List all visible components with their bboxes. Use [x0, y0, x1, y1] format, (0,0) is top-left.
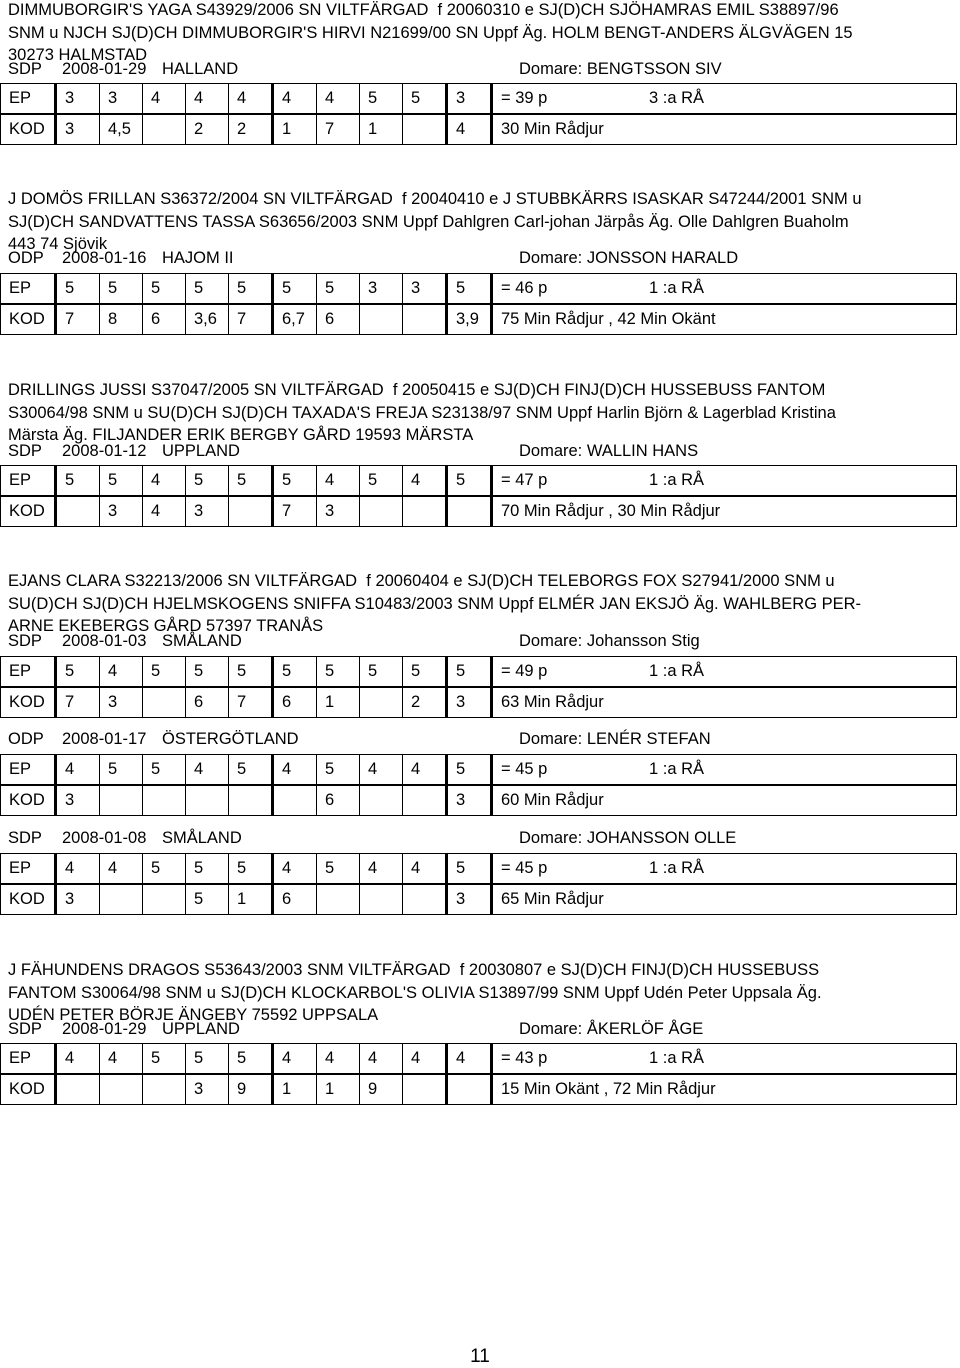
trial-header [8, 57, 958, 81]
trial-judge: Domare: BENGTSSON SIV [519, 60, 722, 78]
score-cell: 4 [273, 84, 317, 114]
ep-row-wrapper [8, 273, 957, 304]
kod-row-wrapper [8, 785, 957, 816]
score-cell: 4 [56, 755, 100, 785]
score-cell: 4 [360, 854, 403, 884]
score-cell: 5 [229, 854, 273, 884]
trial-location: SMÅLAND [162, 829, 242, 847]
score-cell: 1 [273, 115, 317, 145]
kod-row-row [1, 786, 957, 816]
score-cell: 3 [186, 1075, 229, 1105]
row-label: KOD [1, 786, 56, 816]
kod-row-wrapper [8, 1074, 957, 1105]
score-cell: 5 [403, 84, 447, 114]
ep-row-row [1, 466, 957, 496]
score-cell: 6 [317, 305, 360, 335]
ep-row [0, 853, 957, 884]
score-cell: 3 [56, 84, 100, 114]
description-line: 30273 HALMSTAD [8, 46, 148, 64]
trial-class: SDP [8, 1020, 42, 1038]
score-cell: 5 [143, 755, 186, 785]
score-cell: 4 [403, 854, 447, 884]
kod-row-wrapper [8, 884, 957, 915]
trial-header [8, 826, 958, 850]
kod-row [0, 304, 957, 335]
score-cell [143, 688, 186, 718]
points-total: = 47 p [492, 466, 642, 496]
ep-row-row [1, 1044, 957, 1074]
score-cell: 5 [56, 466, 100, 496]
score-cell: 4 [56, 854, 100, 884]
prize-rank: 1 :a RÅ [641, 274, 957, 304]
score-cell: 5 [143, 854, 186, 884]
score-cell: 3 [447, 885, 492, 915]
row-label: KOD [1, 497, 56, 527]
description-line: EJANS CLARA S32213/2006 SN VILTFÄRGAD f 20060404 e SJ(D)CH TELEBORGS FOX S27941/2000 SNM u [8, 572, 835, 590]
score-cell: 4 [100, 657, 143, 687]
trial-judge: Domare: JONSSON HARALD [519, 249, 739, 267]
score-cell: 1 [360, 115, 403, 145]
trial-location: HAJOM II [162, 249, 234, 267]
description-line: ARNE EKEBERGS GÅRD 57397 TRANÅS [8, 617, 324, 635]
trial-header [8, 1017, 958, 1041]
prize-rank [641, 786, 957, 816]
search-times: 75 Min Rådjur , 42 Min Okänt [492, 305, 642, 335]
search-times: 60 Min Rådjur [492, 786, 642, 816]
score-cell [100, 786, 143, 816]
trial-date: 2008-01-29 [62, 60, 147, 78]
score-cell: 4 [100, 854, 143, 884]
trial-location: SMÅLAND [162, 632, 242, 650]
row-label: EP [1, 854, 56, 884]
score-cell [360, 305, 403, 335]
score-cell: 5 [143, 657, 186, 687]
prize-rank: 3 :a RÅ [641, 84, 957, 114]
score-cell [360, 688, 403, 718]
score-cell: 1 [317, 1075, 360, 1105]
search-times: 70 Min Rådjur , 30 Min Rådjur [492, 497, 642, 527]
score-cell: 1 [317, 688, 360, 718]
score-cell [403, 1075, 447, 1105]
row-label: EP [1, 84, 56, 114]
score-cell: 3 [56, 885, 100, 915]
trial-location: ÖSTERGÖTLAND [162, 730, 299, 748]
score-cell [403, 305, 447, 335]
kod-row-wrapper [8, 114, 957, 145]
ep-row-wrapper [8, 83, 957, 114]
score-cell: 4,5 [100, 115, 143, 145]
ep-row-wrapper [8, 853, 957, 884]
row-label: EP [1, 274, 56, 304]
trial-class: SDP [8, 632, 42, 650]
description-line: DRILLINGS JUSSI S37047/2005 SN VILTFÄRGAD f 20050415 e SJ(D)CH FINJ(D)CH HUSSEBUSS FANTOM [8, 381, 826, 399]
ep-row-wrapper [8, 656, 957, 687]
score-cell: 5 [100, 274, 143, 304]
score-cell: 5 [360, 466, 403, 496]
score-cell: 7 [56, 305, 100, 335]
score-cell: 6 [143, 305, 186, 335]
prize-rank: 1 :a RÅ [641, 755, 957, 785]
dog-description [8, 570, 861, 638]
score-cell: 4 [447, 1044, 492, 1074]
ep-row [0, 754, 957, 785]
points-total: = 43 p [492, 1044, 642, 1074]
score-cell: 4 [447, 115, 492, 145]
description-line: UDÉN PETER BÖRJE ÄNGEBY 75592 UPPSALA [8, 1006, 379, 1024]
score-cell: 5 [317, 854, 360, 884]
score-cell [317, 885, 360, 915]
description-line: SU(D)CH SJ(D)CH HJELMSKOGENS SNIFFA S10483/2003 SNM Uppf ELMÉR JAN EKSJÖ Äg. WAHLBERG PER- [8, 594, 862, 613]
score-cell: 4 [273, 1044, 317, 1074]
trial-judge: Domare: Johansson Stig [519, 632, 700, 650]
prize-rank [641, 115, 957, 145]
score-cell: 3,9 [447, 305, 492, 335]
score-cell: 7 [229, 688, 273, 718]
score-cell: 5 [143, 1044, 186, 1074]
ep-row [0, 465, 957, 496]
kod-row-wrapper [8, 687, 957, 718]
kod-row [0, 1074, 957, 1105]
score-cell: 5 [186, 466, 229, 496]
score-cell: 5 [447, 854, 492, 884]
dog-entry [8, 0, 958, 1340]
ep-row-row [1, 854, 957, 884]
description-line: S30064/98 SNM u SU(D)CH SJ(D)CH TAXADA'S FREJA S23138/97 SNM Uppf Harlin Björn & Lagerblad Kristina [8, 403, 836, 422]
trial-judge: Domare: ÅKERLÖF ÅGE [519, 1020, 704, 1038]
score-cell [100, 1075, 143, 1105]
score-cell [143, 115, 186, 145]
score-cell: 4 [317, 466, 360, 496]
score-cell: 3 [317, 497, 360, 527]
dog-description [8, 959, 822, 1027]
score-cell: 5 [403, 657, 447, 687]
score-cell [360, 885, 403, 915]
score-cell: 2 [403, 688, 447, 718]
score-cell: 5 [186, 1044, 229, 1074]
score-cell: 3 [56, 115, 100, 145]
score-cell: 4 [273, 854, 317, 884]
score-cell: 5 [229, 274, 273, 304]
score-cell: 3 [100, 497, 143, 527]
kod-row-row [1, 885, 957, 915]
score-cell: 5 [447, 657, 492, 687]
score-cell [360, 497, 403, 527]
row-label: KOD [1, 885, 56, 915]
score-cell: 3 [447, 786, 492, 816]
score-cell: 4 [143, 84, 186, 114]
trial-class: ODP [8, 730, 44, 748]
dog-description [8, 188, 862, 256]
trial-date: 2008-01-16 [62, 249, 147, 267]
score-cell [403, 786, 447, 816]
kod-row-wrapper [8, 496, 957, 527]
score-cell: 5 [143, 274, 186, 304]
score-cell [403, 885, 447, 915]
score-cell: 5 [447, 274, 492, 304]
score-cell: 6 [273, 885, 317, 915]
ep-row [0, 83, 957, 114]
score-cell: 2 [186, 115, 229, 145]
search-times: 65 Min Rådjur [492, 885, 642, 915]
score-cell [447, 1075, 492, 1105]
kod-row-row [1, 115, 957, 145]
description-line: SNM u NJCH SJ(D)CH DIMMUBORGIR'S HIRVI N21699/00 SN Uppf Äg. HOLM BENGT-ANDERS ÄLGVÄGEN 15 [8, 23, 853, 42]
score-cell: 5 [56, 657, 100, 687]
prize-rank: 1 :a RÅ [641, 657, 957, 687]
trial-date: 2008-01-12 [62, 442, 147, 460]
score-cell [229, 786, 273, 816]
points-total: = 45 p [492, 755, 642, 785]
score-cell: 5 [273, 274, 317, 304]
score-cell: 7 [317, 115, 360, 145]
score-cell: 7 [56, 688, 100, 718]
trial-header [8, 439, 958, 463]
points-total: = 49 p [492, 657, 642, 687]
score-cell: 4 [317, 84, 360, 114]
prize-rank: 1 :a RÅ [641, 466, 957, 496]
score-cell: 3 [403, 274, 447, 304]
trial-judge: Domare: JOHANSSON OLLE [519, 829, 737, 847]
kod-row-row [1, 1075, 957, 1105]
score-cell: 3,6 [186, 305, 229, 335]
score-cell [273, 786, 317, 816]
kod-row-row [1, 688, 957, 718]
score-cell: 6,7 [273, 305, 317, 335]
score-cell: 4 [100, 1044, 143, 1074]
trial-header [8, 246, 958, 270]
score-cell: 3 [447, 688, 492, 718]
prize-rank [641, 305, 957, 335]
score-cell: 5 [100, 755, 143, 785]
score-cell: 4 [229, 84, 273, 114]
page-number: 11 [470, 1346, 490, 1367]
kod-row [0, 785, 957, 816]
score-cell [447, 497, 492, 527]
score-cell [360, 786, 403, 816]
score-cell [56, 1075, 100, 1105]
score-cell: 5 [317, 755, 360, 785]
row-label: KOD [1, 1075, 56, 1105]
score-cell: 4 [143, 466, 186, 496]
dog-description [8, 379, 836, 447]
score-cell: 5 [229, 1044, 273, 1074]
score-cell [56, 497, 100, 527]
search-times: 30 Min Rådjur [492, 115, 642, 145]
points-total: = 45 p [492, 854, 642, 884]
score-cell [403, 115, 447, 145]
score-cell: 4 [273, 755, 317, 785]
score-cell [186, 786, 229, 816]
trial-class: SDP [8, 442, 42, 460]
score-cell: 5 [317, 657, 360, 687]
dog-entry [8, 0, 958, 1340]
prize-rank [641, 497, 957, 527]
prize-rank [641, 1075, 957, 1105]
trial-header [8, 629, 958, 653]
score-cell: 9 [229, 1075, 273, 1105]
score-cell: 5 [360, 657, 403, 687]
score-cell: 5 [229, 755, 273, 785]
kod-row-row [1, 305, 957, 335]
search-times: 63 Min Rådjur [492, 688, 642, 718]
score-cell: 3 [100, 688, 143, 718]
description-line: FANTOM S30064/98 SNM u SJ(D)CH KLOCKARBOL'S OLIVIA S13897/99 SNM Uppf Udén Peter Uppsala Äg. [8, 983, 822, 1002]
score-cell: 3 [56, 786, 100, 816]
score-cell: 9 [360, 1075, 403, 1105]
prize-rank: 1 :a RÅ [641, 1044, 957, 1074]
score-cell: 5 [186, 885, 229, 915]
row-label: EP [1, 657, 56, 687]
dog-entry [8, 0, 958, 1340]
kod-row [0, 114, 957, 145]
row-label: KOD [1, 115, 56, 145]
trial-date: 2008-01-03 [62, 632, 147, 650]
score-cell: 4 [360, 1044, 403, 1074]
score-cell [143, 786, 186, 816]
dog-entry [8, 0, 958, 1340]
ep-row-wrapper [8, 465, 957, 496]
score-cell: 4 [403, 755, 447, 785]
score-cell: 5 [273, 466, 317, 496]
score-cell: 5 [317, 274, 360, 304]
ep-row [0, 1043, 957, 1074]
trial-date: 2008-01-17 [62, 730, 147, 748]
prize-rank [641, 688, 957, 718]
kod-row [0, 687, 957, 718]
score-cell [143, 1075, 186, 1105]
score-cell: 4 [143, 497, 186, 527]
score-cell: 5 [229, 466, 273, 496]
trial-class: SDP [8, 829, 42, 847]
score-cell: 5 [186, 274, 229, 304]
score-cell: 5 [100, 466, 143, 496]
trial-header [8, 727, 958, 751]
trial-date: 2008-01-29 [62, 1020, 147, 1038]
score-cell: 5 [273, 657, 317, 687]
trial-judge: Domare: WALLIN HANS [519, 442, 699, 460]
score-cell: 6 [273, 688, 317, 718]
row-label: EP [1, 755, 56, 785]
row-label: KOD [1, 305, 56, 335]
score-cell: 5 [229, 657, 273, 687]
kod-row [0, 884, 957, 915]
score-cell: 4 [186, 755, 229, 785]
score-cell: 3 [447, 84, 492, 114]
trial-judge: Domare: LENÉR STEFAN [519, 730, 711, 748]
score-cell: 4 [186, 84, 229, 114]
score-cell: 8 [100, 305, 143, 335]
search-times: 15 Min Okänt , 72 Min Rådjur [492, 1075, 642, 1105]
ep-row-row [1, 274, 957, 304]
ep-row-row [1, 657, 957, 687]
ep-row-wrapper [8, 1043, 957, 1074]
score-cell: 5 [186, 854, 229, 884]
score-cell: 4 [360, 755, 403, 785]
score-cell: 4 [317, 1044, 360, 1074]
trial-date: 2008-01-08 [62, 829, 147, 847]
points-total: = 39 p [492, 84, 642, 114]
trial-class: SDP [8, 60, 42, 78]
score-cell: 5 [447, 755, 492, 785]
ep-row-row [1, 755, 957, 785]
score-cell: 7 [229, 305, 273, 335]
description-line: DIMMUBORGIR'S YAGA S43929/2006 SN VILTFÄRGAD f 20060310 e SJ(D)CH SJÖHAMRAS EMIL S38897/96 [8, 1, 839, 19]
row-label: EP [1, 466, 56, 496]
kod-row [0, 496, 957, 527]
description-line: Märsta Äg. FILJANDER ERIK BERGBY GÅRD 19593 MÄRSTA [8, 426, 474, 444]
score-cell: 2 [229, 115, 273, 145]
score-cell [100, 885, 143, 915]
ep-row [0, 656, 957, 687]
score-cell: 5 [56, 274, 100, 304]
score-cell: 4 [56, 1044, 100, 1074]
trial-location: UPPLAND [162, 1020, 240, 1038]
description-line: J DOMÖS FRILLAN S36372/2004 SN VILTFÄRGAD f 20040410 e J STUBBKÄRRS ISASKAR S47244/2001 SNM u [8, 190, 862, 208]
dog-entry [8, 0, 958, 1340]
score-cell: 6 [317, 786, 360, 816]
ep-row-row [1, 84, 957, 114]
points-total: = 46 p [492, 274, 642, 304]
score-cell: 6 [186, 688, 229, 718]
trial-class: ODP [8, 249, 44, 267]
score-cell [403, 497, 447, 527]
score-cell: 7 [273, 497, 317, 527]
ep-row [0, 273, 957, 304]
trial-location: HALLAND [162, 60, 239, 78]
score-cell [229, 497, 273, 527]
score-cell: 5 [186, 657, 229, 687]
kod-row-row [1, 497, 957, 527]
description-line: 443 74 Sjövik [8, 235, 108, 253]
score-cell: 3 [100, 84, 143, 114]
row-label: KOD [1, 688, 56, 718]
score-cell: 4 [403, 466, 447, 496]
score-cell [143, 885, 186, 915]
ep-row-wrapper [8, 754, 957, 785]
prize-rank: 1 :a RÅ [641, 854, 957, 884]
score-cell: 5 [447, 466, 492, 496]
score-cell: 4 [403, 1044, 447, 1074]
score-cell: 3 [360, 274, 403, 304]
description-line: J FÄHUNDENS DRAGOS S53643/2003 SNM VILTFÄRGAD f 20030807 e SJ(D)CH FINJ(D)CH HUSSEBUSS [8, 961, 820, 979]
description-line: SJ(D)CH SANDVATTENS TASSA S63656/2003 SNM Uppf Dahlgren Carl-johan Järpås Äg. Olle Dahlgren Buaholm [8, 212, 849, 231]
prize-rank [641, 885, 957, 915]
score-cell: 5 [360, 84, 403, 114]
trial-location: UPPLAND [162, 442, 240, 460]
score-cell: 1 [229, 885, 273, 915]
kod-row-wrapper [8, 304, 957, 335]
score-cell: 1 [273, 1075, 317, 1105]
score-cell: 3 [186, 497, 229, 527]
row-label: EP [1, 1044, 56, 1074]
dog-description [8, 0, 853, 67]
